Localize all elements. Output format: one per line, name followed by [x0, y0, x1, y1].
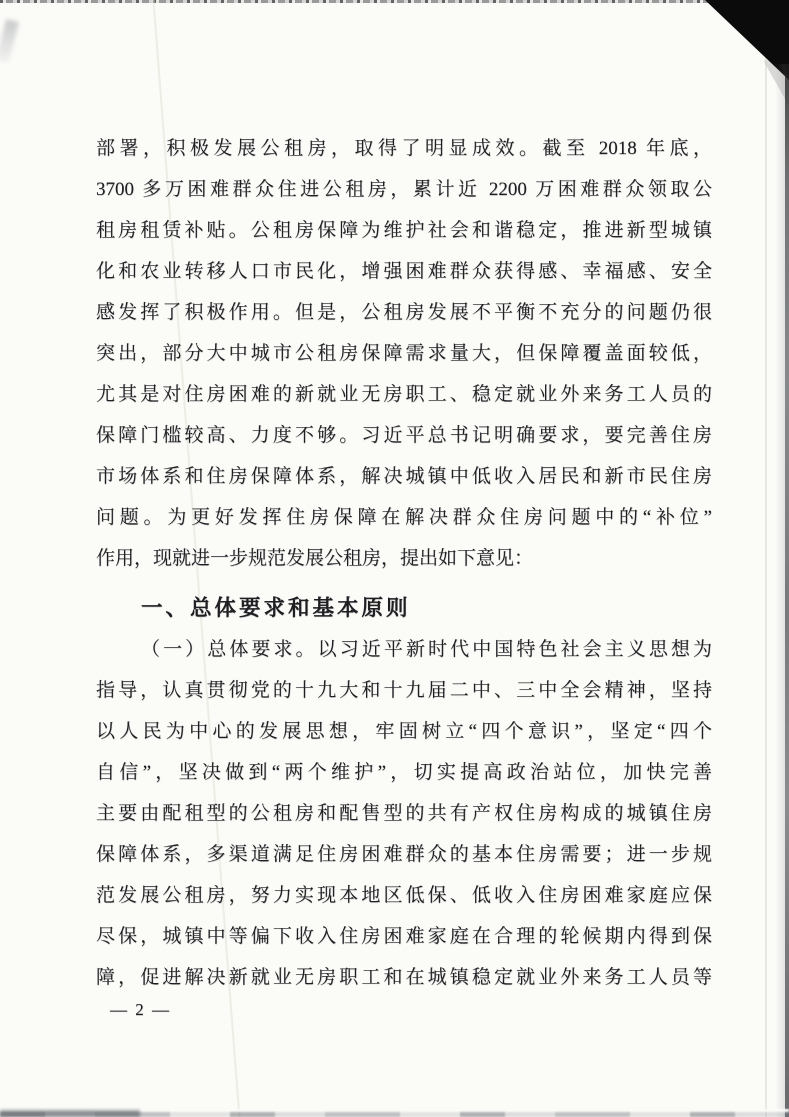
paper-right-shade-artifact [775, 64, 785, 1117]
bottom-left-smudge-artifact [0, 1110, 140, 1117]
text-line: 部署，积极发展公租房，取得了明显成效。截至 2018 年底， [96, 138, 712, 159]
text-line: 一、总体要求和基本原则 [141, 596, 411, 620]
top-left-smudge-artifact [0, 19, 19, 63]
text-line: 突出，部分大中城市公租房保障需求量大，但保障覆盖面较低， [96, 343, 712, 364]
text-line: 主要由配租型的公租房和配售型的共有产权住房构成的城镇住房 [96, 803, 712, 824]
text-line: 以人民为中心的发展思想，牢固树立“四个意识”，坚定“四个 [96, 721, 712, 742]
text-line: 指导，认真贯彻党的十九大和十九届二中、三中全会精神，坚持 [96, 680, 712, 701]
text-line: 障，促进解决新就业无房职工和在城镇稳定就业外来务工人员等 [96, 967, 712, 988]
text-line: 尽保，城镇中等偏下收入住房困难家庭在合理的轮候期内得到保 [96, 926, 712, 947]
text-line: 3700 多万困难群众住进公租房，累计近 2200 万困难群众领取公 [96, 179, 712, 200]
text-line: 自信”，坚决做到“两个维护”，切实提高政治站位，加快完善 [96, 762, 712, 783]
text-line: 尤其是对住房困难的新就业无房职工、稳定就业外来务工人员的 [96, 384, 712, 405]
text-line: 作用，现就进一步规范发展公租房，提出如下意见： [96, 548, 534, 569]
text-line: 范发展公租房，努力实现本地区低保、低收入住房困难家庭应保 [96, 885, 712, 906]
text-line: 保障体系，多渠道满足住房困难群众的基本住房需要；进一步规 [96, 844, 712, 865]
paper-crease-artifact [765, 0, 767, 1117]
text-line: 问题。为更好发挥住房保障在解决群众住房问题中的“补位” [96, 507, 712, 528]
paper-right-edge-artifact [785, 64, 789, 1117]
text-line: 感发挥了积极作用。但是，公租房发展不平衡不充分的问题仍很 [96, 302, 712, 323]
body-text [96, 128, 712, 998]
text-line: 保障门槛较高、力度不够。习近平总书记明确要求，要完善住房 [96, 425, 712, 446]
text-line: （一）总体要求。以习近平新时代中国特色社会主义思想为 [141, 639, 712, 660]
text-line: 租房租赁补贴。公租房保障为维护社会和谐稳定，推进新型城镇 [96, 220, 712, 241]
page-number: — 2 — [110, 1000, 171, 1019]
text-line: 化和农业转移人口市民化，增强困难群众获得感、幸福感、安全 [96, 261, 712, 282]
text-line: 市场体系和住房保障体系，解决城镇中低收入居民和新市民住房 [96, 466, 712, 487]
scanner-top-edge-artifact [0, 0, 789, 3]
